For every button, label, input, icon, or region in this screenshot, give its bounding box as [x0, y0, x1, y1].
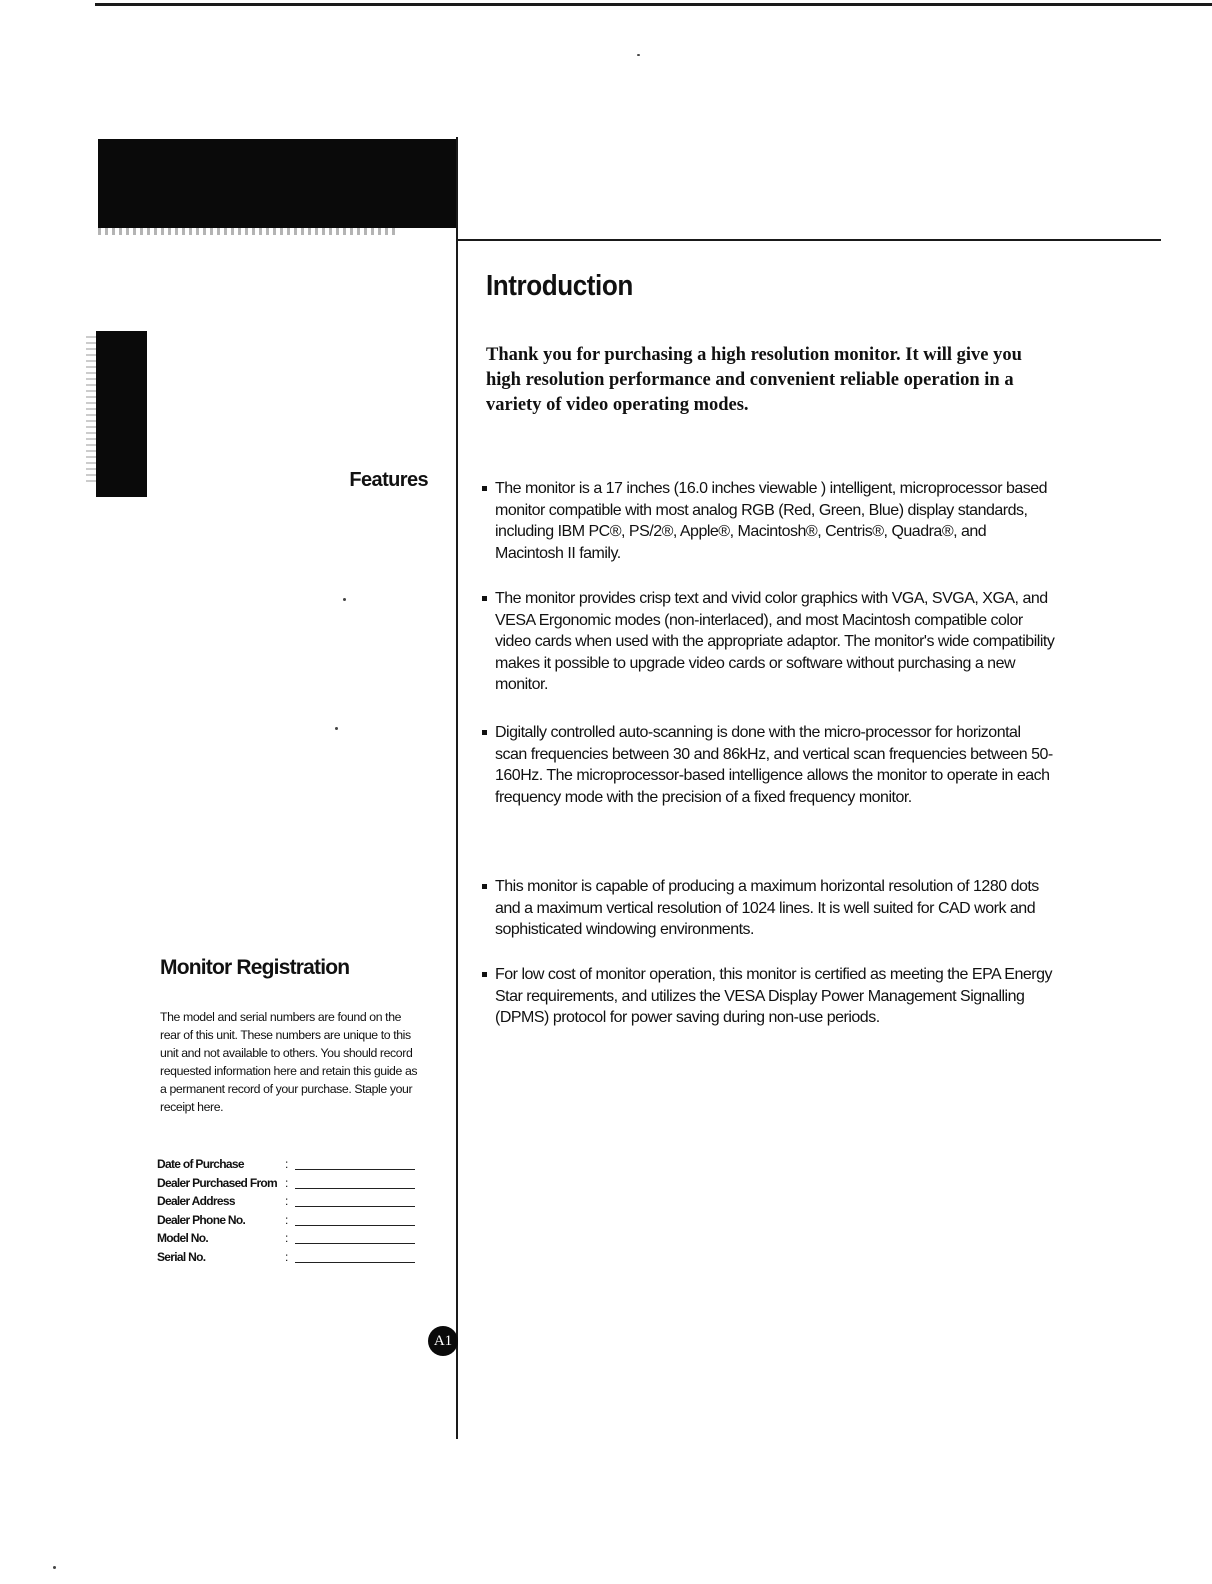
page-number-badge: A1 [428, 1326, 458, 1356]
bullet-icon [482, 972, 487, 977]
form-label: Dealer Phone No. [157, 1212, 246, 1227]
feature-item [482, 722, 1055, 808]
bullet-icon [482, 486, 487, 491]
form-colon: : [285, 1249, 289, 1264]
intro-lead: Thank you for purchasing a high resolution monitor. It will give you high resolution performance and convenient reliable operation in a variety of video operating modes. [486, 345, 1022, 415]
feature-text: The monitor is a 17 inches (16.0 inches viewable ) intelligent, microprocessor based monitor compatible with most analog RGB (Red, Green, Blue) display standards, including IBM PC®, PS/2®, Apple®, Macintosh®, Centris®, Quadra®, and Macintosh II family. [495, 480, 1048, 562]
header-smudge [98, 228, 398, 235]
form-colon: : [285, 1231, 289, 1246]
form-colon: : [285, 1212, 289, 1227]
side-tab-grain [86, 336, 96, 486]
form-label: Dealer Address [157, 1194, 235, 1209]
registration-form [157, 1155, 422, 1267]
speck [637, 54, 640, 56]
speck [53, 1566, 56, 1569]
bullet-icon [482, 730, 487, 735]
form-row-dealer-address [157, 1192, 422, 1211]
serial-no-field[interactable] [295, 1262, 415, 1263]
form-label: Dealer Purchased From [157, 1175, 278, 1190]
feature-item [482, 478, 1055, 564]
form-row-date-of-purchase [157, 1155, 422, 1174]
form-row-dealer-purchased-from [157, 1174, 422, 1193]
form-row-model-no [157, 1229, 422, 1248]
bullet-icon [482, 596, 487, 601]
registration-text: The model and serial numbers are found on the rear of this unit. These numbers are unique to this unit and not available to others. You should record requested information here and retain this guide as a permanent record of your purchase. Staple your receipt here. [160, 1010, 418, 1114]
form-label: Serial No. [157, 1249, 206, 1264]
feature-text: Digitally controlled auto-scanning is done with the micro-processor for horizontal scan frequencies between 30 and 86kHz, and vertical scan frequencies between 50-160Hz. The microprocessor-based intelligence allows the monitor to operate in each frequency mode with the precision of a fixed frequency monitor. [495, 724, 1053, 806]
header-block [98, 139, 458, 228]
form-colon: : [285, 1175, 289, 1190]
speck [343, 598, 346, 601]
date-of-purchase-field[interactable] [295, 1169, 415, 1170]
dealer-address-field[interactable] [295, 1206, 415, 1207]
form-colon: : [285, 1194, 289, 1209]
bullet-icon [482, 884, 487, 889]
vertical-divider [456, 137, 458, 1439]
form-colon: : [285, 1157, 289, 1171]
feature-item [482, 964, 1055, 1029]
dealer-purchased-from-field[interactable] [295, 1188, 415, 1189]
page-title: Introduction [486, 270, 633, 302]
model-no-field[interactable] [295, 1243, 415, 1244]
form-label: Model No. [157, 1231, 209, 1246]
registration-heading: Monitor Registration [160, 956, 350, 979]
feature-item [482, 588, 1055, 696]
feature-text: The monitor provides crisp text and vivid color graphics with VGA, SVGA, XGA, and VESA Ergonomic modes (non-interlaced), and most Macintosh compatible color video cards when used with the appropriate adaptor. The monitor's wide compatibility makes it possible to upgrade video cards or software without purchasing a new monitor. [495, 590, 1055, 693]
form-label: Date of Purchase [157, 1157, 244, 1171]
dealer-phone-field[interactable] [295, 1225, 415, 1226]
form-row-serial-no [157, 1248, 422, 1267]
top-rule [95, 3, 1212, 6]
horizontal-divider [458, 239, 1161, 241]
feature-text: This monitor is capable of producing a maximum horizontal resolution of 1280 dots and a maximum vertical resolution of 1024 lines. It is well suited for CAD work and sophisticated windowing environments. [495, 878, 1039, 938]
features-heading: Features [349, 469, 428, 491]
side-tab [96, 331, 147, 497]
feature-item [482, 876, 1055, 941]
form-row-dealer-phone [157, 1211, 422, 1230]
feature-text: For low cost of monitor operation, this monitor is certified as meeting the EPA Energy Star requirements, and utilizes the VESA Display Power Management Signalling (DPMS) protocol for power saving during non-use periods. [495, 966, 1052, 1026]
speck [335, 727, 338, 730]
